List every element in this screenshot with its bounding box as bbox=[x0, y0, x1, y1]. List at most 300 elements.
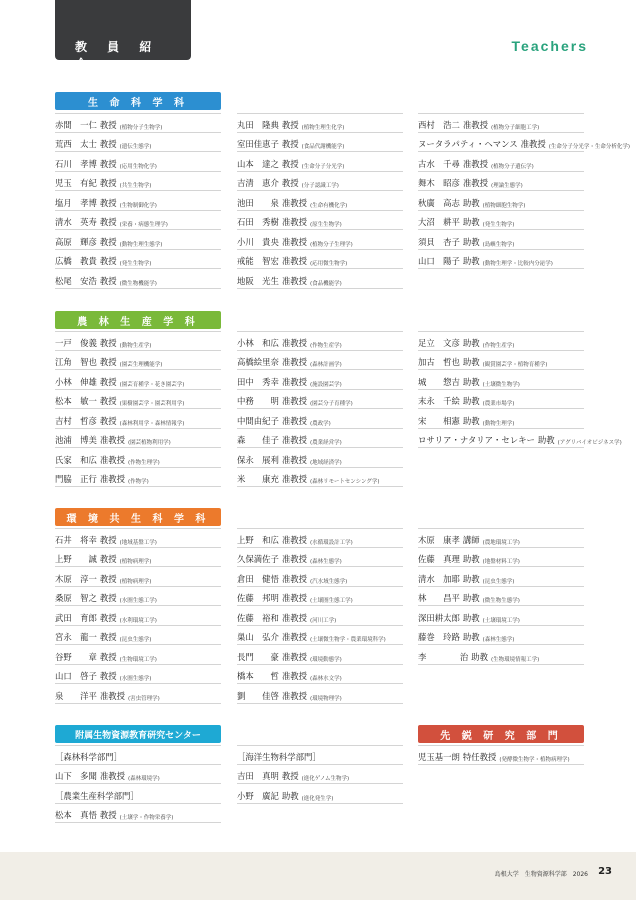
faculty-name: 上野 誠 bbox=[55, 554, 97, 564]
faculty-title: 助教 bbox=[281, 790, 299, 801]
faculty-row bbox=[237, 665, 403, 685]
faculty-name: 上野 和広 bbox=[237, 534, 279, 545]
faculty-row bbox=[55, 172, 221, 192]
faculty-name: 保永 展利 bbox=[237, 454, 279, 465]
faculty-field: (動物生理学) bbox=[482, 420, 515, 427]
section-header-research-center: 附属生物資源教育研究センター bbox=[55, 725, 221, 743]
faculty-field: (農地環境工学) bbox=[482, 539, 520, 546]
faculty-field: (生物制御化学) bbox=[119, 202, 157, 209]
faculty-title: 准教授 bbox=[520, 139, 546, 149]
faculty-column bbox=[55, 528, 221, 704]
faculty-title: 准教授 bbox=[281, 573, 307, 584]
faculty-name: 江角 智也 bbox=[55, 357, 97, 367]
faculty-field: (土壌圏生態工学) bbox=[310, 598, 353, 604]
faculty-row bbox=[418, 645, 584, 665]
faculty-field: (応用生物化学) bbox=[119, 163, 157, 170]
faculty-field: (生物環境情報工学) bbox=[491, 656, 540, 663]
faculty-title: 教授 bbox=[99, 178, 117, 188]
faculty-row bbox=[237, 606, 403, 626]
faculty-field: (植物生理生化学) bbox=[301, 124, 345, 131]
faculty-name: 深田耕太郎 bbox=[418, 612, 460, 623]
faculty-field: (観賞園芸学・植物育種学) bbox=[482, 362, 548, 368]
faculty-row bbox=[55, 429, 221, 449]
faculty-name: 長門 豪 bbox=[237, 651, 279, 662]
faculty-row bbox=[237, 133, 403, 153]
faculty-field: (作物生産学) bbox=[482, 342, 515, 349]
faculty-field: (土壌微生物学) bbox=[482, 381, 520, 388]
faculty-name: 古水 千尋 bbox=[418, 158, 460, 169]
faculty-name: 池浦 博美 bbox=[55, 435, 97, 445]
faculty-title: 准教授 bbox=[281, 337, 307, 348]
section-header-advanced-research: 先 鋭 研 究 部 門 bbox=[418, 725, 584, 743]
faculty-column bbox=[55, 331, 221, 487]
faculty-row bbox=[237, 351, 403, 371]
faculty-row bbox=[237, 548, 403, 568]
faculty-title: 教授 bbox=[281, 158, 299, 169]
faculty-column bbox=[237, 528, 403, 704]
faculty-name: 松尾 安浩 bbox=[55, 275, 97, 286]
faculty-title: 准教授 bbox=[281, 534, 307, 545]
faculty-name: 一戸 俊義 bbox=[55, 337, 97, 348]
faculty-name: 石井 将幸 bbox=[55, 534, 97, 545]
faculty-name: 林 昌平 bbox=[418, 593, 460, 603]
faculty-row bbox=[237, 567, 403, 587]
faculty-field: (作物生理学) bbox=[128, 459, 160, 466]
faculty-row bbox=[55, 468, 221, 488]
faculty-field: (応用微生物学) bbox=[310, 261, 348, 267]
faculty-column bbox=[418, 528, 584, 665]
faculty-name: 清水 英寿 bbox=[55, 217, 97, 227]
faculty-field: (水循環設計工学) bbox=[310, 539, 353, 546]
faculty-name: 荒西 太士 bbox=[55, 139, 97, 149]
division-heading-label: ［森林科学部門］ bbox=[55, 751, 122, 762]
faculty-row bbox=[418, 390, 584, 410]
faculty-name: ロサリア・ナタリア・セレキー bbox=[418, 435, 535, 445]
division-heading bbox=[237, 745, 403, 765]
faculty-row bbox=[55, 113, 221, 133]
faculty-field: (発酵微生物学・植物病理学) bbox=[499, 756, 570, 763]
faculty-field: (森林水文学) bbox=[310, 676, 342, 682]
page-title: 教 員 紹 介 bbox=[75, 40, 160, 71]
faculty-name: 石田 秀樹 bbox=[237, 217, 279, 227]
faculty-name: 地阪 光生 bbox=[237, 275, 279, 286]
faculty-field: (遺伝生態学) bbox=[119, 144, 152, 150]
faculty-row bbox=[237, 113, 403, 133]
faculty-title: 助教 bbox=[462, 632, 480, 642]
faculty-field: (害虫管理学) bbox=[128, 695, 160, 702]
faculty-field: (植物分子遺伝学) bbox=[491, 163, 534, 170]
faculty-field: (理論生態学) bbox=[491, 183, 523, 189]
faculty-name: 室田佳恵子 bbox=[237, 139, 279, 149]
faculty-row bbox=[237, 390, 403, 410]
faculty-name: 須貝 杏子 bbox=[418, 236, 460, 247]
faculty-title: 助教 bbox=[462, 396, 480, 406]
faculty-name: 足立 文彦 bbox=[418, 337, 460, 348]
faculty-title: 教授 bbox=[99, 337, 117, 348]
faculty-field: (施設園芸学) bbox=[310, 381, 342, 388]
faculty-name: 広橋 教貴 bbox=[55, 256, 97, 266]
faculty-row bbox=[418, 567, 584, 587]
faculty-title: 准教授 bbox=[281, 256, 307, 266]
faculty-field: (土壌学・作物栄養学) bbox=[119, 815, 174, 821]
faculty-column bbox=[237, 113, 403, 289]
faculty-field: (昆虫生態学) bbox=[482, 578, 515, 585]
faculty-field: (農業経営学) bbox=[310, 440, 342, 446]
faculty-field: (地域経済学) bbox=[310, 459, 342, 466]
center-column bbox=[237, 745, 403, 804]
faculty-row bbox=[418, 331, 584, 351]
faculty-title: 准教授 bbox=[281, 632, 307, 642]
faculty-field: (農政学) bbox=[310, 420, 331, 427]
faculty-field: (森林生態学) bbox=[310, 559, 342, 565]
faculty-field: (森林計画学) bbox=[310, 362, 342, 368]
faculty-name: 城 惣吉 bbox=[418, 376, 460, 387]
faculty-name: 児玉基一朗 bbox=[418, 751, 460, 762]
faculty-name: 久保満佐子 bbox=[237, 554, 279, 564]
faculty-row bbox=[55, 684, 221, 704]
faculty-row bbox=[55, 152, 221, 172]
faculty-field: (植物分子細胞工学) bbox=[491, 124, 540, 131]
faculty-field: (発生生物学) bbox=[482, 222, 515, 228]
faculty-name: 田中 秀幸 bbox=[237, 376, 279, 387]
faculty-title: 助教 bbox=[462, 256, 480, 266]
faculty-field: (土壌環境工学) bbox=[482, 617, 520, 624]
faculty-column bbox=[237, 331, 403, 487]
faculty-name: 巣山 弘介 bbox=[237, 632, 279, 642]
faculty-row bbox=[55, 269, 221, 289]
faculty-title: 教授 bbox=[99, 671, 117, 681]
faculty-field: (作物学) bbox=[128, 479, 149, 485]
faculty-field: (地盤材料工学) bbox=[482, 559, 520, 565]
faculty-field: (微生物生態学) bbox=[482, 598, 520, 604]
faculty-name: 谷野 章 bbox=[55, 651, 97, 662]
faculty-name: 山下 多聞 bbox=[55, 771, 97, 781]
faculty-title: 准教授 bbox=[281, 651, 307, 662]
faculty-title: 教授 bbox=[281, 119, 299, 130]
faculty-name: 松本 敏一 bbox=[55, 396, 97, 406]
faculty-title: 准教授 bbox=[281, 415, 307, 426]
faculty-name: 加古 哲也 bbox=[418, 357, 460, 367]
faculty-name: 藤巻 玲路 bbox=[418, 632, 460, 642]
faculty-title: 講師 bbox=[462, 534, 480, 545]
faculty-row bbox=[55, 230, 221, 250]
faculty-name: 池田 泉 bbox=[237, 197, 279, 208]
faculty-name: 佐藤 裕和 bbox=[237, 612, 279, 623]
faculty-name: 倉田 健悟 bbox=[237, 573, 279, 584]
faculty-row bbox=[237, 765, 403, 785]
faculty-row bbox=[237, 230, 403, 250]
faculty-row bbox=[237, 250, 403, 270]
faculty-name: 宋 相憲 bbox=[418, 415, 460, 426]
faculty-row bbox=[237, 448, 403, 468]
faculty-field: (河川工学) bbox=[310, 617, 337, 624]
faculty-field: (水圏生態学) bbox=[119, 676, 152, 682]
faculty-title: 教授 bbox=[99, 236, 117, 247]
division-heading bbox=[55, 745, 221, 765]
faculty-field: (園芸分子育種学) bbox=[310, 401, 353, 407]
faculty-row bbox=[55, 351, 221, 371]
faculty-field: (水圏生態工学) bbox=[119, 598, 157, 604]
section-header-environment: 環 境 共 生 科 学 科 bbox=[55, 508, 221, 526]
section-header-agri-forest: 農 林 生 産 学 科 bbox=[55, 311, 221, 329]
faculty-title: 教授 bbox=[99, 612, 117, 623]
faculty-name: 泉 洋平 bbox=[55, 690, 97, 701]
faculty-field: (共生生物学) bbox=[119, 183, 152, 189]
faculty-title: 教授 bbox=[99, 593, 117, 603]
faculty-name: 李 治 bbox=[418, 651, 469, 662]
footer-text: 島根大学 生物資源科学部 2026 bbox=[494, 871, 588, 878]
faculty-row bbox=[237, 191, 403, 211]
faculty-name: 氏家 和広 bbox=[55, 454, 97, 465]
faculty-name: 末永 千絵 bbox=[418, 396, 460, 406]
faculty-field: (植物細胞生物学) bbox=[482, 202, 526, 209]
section-title-bar bbox=[55, 0, 191, 71]
faculty-row bbox=[418, 152, 584, 172]
faculty-row bbox=[418, 626, 584, 646]
faculty-row bbox=[237, 468, 403, 488]
faculty-title: 教授 bbox=[281, 139, 299, 149]
faculty-field: (植物分子生物学) bbox=[119, 124, 163, 131]
faculty-field: (発生生物学) bbox=[119, 261, 152, 267]
faculty-row bbox=[418, 191, 584, 211]
faculty-title: 助教 bbox=[462, 612, 480, 623]
faculty-title: 准教授 bbox=[462, 119, 488, 130]
faculty-name: 森 佳子 bbox=[237, 435, 279, 445]
faculty-title: 教授 bbox=[99, 217, 117, 227]
faculty-row bbox=[55, 567, 221, 587]
faculty-field: (動物生理学・比較内分泌学) bbox=[482, 261, 553, 267]
faculty-field: (地域基盤工学) bbox=[119, 539, 157, 546]
faculty-title: 助教 bbox=[471, 651, 488, 662]
faculty-title: 助教 bbox=[462, 197, 480, 208]
faculty-field: (動物生理生態学) bbox=[119, 241, 163, 248]
faculty-field: (生命分子分光学・生命分析化学) bbox=[548, 144, 630, 150]
faculty-title: 准教授 bbox=[99, 454, 125, 465]
english-heading: Teachers bbox=[511, 38, 588, 54]
faculty-field: (分子認識工学) bbox=[301, 183, 339, 189]
faculty-row bbox=[418, 745, 584, 765]
faculty-row bbox=[418, 429, 622, 449]
faculty-title: 教授 bbox=[99, 534, 117, 545]
faculty-title: 助教 bbox=[462, 236, 480, 247]
faculty-row bbox=[237, 211, 403, 231]
faculty-row bbox=[418, 587, 584, 607]
faculty-title: 教授 bbox=[281, 178, 299, 188]
faculty-title: 教授 bbox=[99, 357, 117, 367]
faculty-title: 教授 bbox=[99, 139, 117, 149]
faculty-field: (食品代謝機能学) bbox=[301, 144, 345, 150]
faculty-title: 助教 bbox=[537, 435, 555, 445]
faculty-name: 高橋絵里奈 bbox=[237, 357, 279, 367]
faculty-title: 教授 bbox=[99, 651, 117, 662]
faculty-name: 大沼 耕平 bbox=[418, 217, 460, 227]
faculty-row bbox=[237, 152, 403, 172]
center-column bbox=[55, 745, 221, 823]
faculty-name: 山口 啓子 bbox=[55, 671, 97, 681]
faculty-title: 助教 bbox=[462, 376, 480, 387]
faculty-title: 准教授 bbox=[99, 435, 125, 445]
faculty-row bbox=[418, 211, 584, 231]
faculty-name: 清水 加耶 bbox=[418, 573, 460, 584]
faculty-name: 松本 真悟 bbox=[55, 810, 97, 820]
faculty-row bbox=[237, 587, 403, 607]
faculty-row bbox=[237, 784, 403, 804]
faculty-title: 准教授 bbox=[462, 158, 488, 169]
faculty-field: (環境物理学) bbox=[310, 695, 342, 702]
faculty-title: 助教 bbox=[462, 573, 480, 584]
faculty-row bbox=[55, 528, 221, 548]
faculty-title: 助教 bbox=[462, 415, 480, 426]
faculty-row bbox=[55, 645, 221, 665]
faculty-row bbox=[55, 548, 221, 568]
faculty-row bbox=[55, 587, 221, 607]
faculty-field: (園芸植物利用学) bbox=[128, 440, 171, 446]
faculty-row bbox=[418, 409, 584, 429]
faculty-title: 特任教授 bbox=[462, 751, 497, 762]
division-heading-label: ［海洋生物科学部門］ bbox=[237, 751, 321, 762]
faculty-field: (島嶼生物学) bbox=[482, 241, 515, 248]
faculty-name: 児玉 有紀 bbox=[55, 178, 97, 188]
faculty-name: 木原 淳一 bbox=[55, 573, 97, 584]
faculty-name: 米 康充 bbox=[237, 474, 279, 484]
faculty-name: 舞木 昭彦 bbox=[418, 178, 460, 188]
faculty-column bbox=[418, 113, 630, 269]
faculty-name: 小林 伸雄 bbox=[55, 376, 97, 387]
faculty-field: (植物病理学) bbox=[119, 559, 152, 565]
faculty-title: 准教授 bbox=[281, 593, 307, 603]
faculty-field: (微生物機能学) bbox=[119, 280, 157, 287]
faculty-row bbox=[237, 684, 403, 704]
faculty-field: (生命分子分光学) bbox=[301, 163, 345, 170]
faculty-field: (原生生物学) bbox=[310, 222, 342, 228]
faculty-title: 准教授 bbox=[281, 236, 307, 247]
faculty-title: 准教授 bbox=[281, 612, 307, 623]
faculty-name: 佐藤 真理 bbox=[418, 554, 460, 564]
faculty-row bbox=[237, 528, 403, 548]
faculty-row bbox=[55, 606, 221, 626]
faculty-name: 赤間 一仁 bbox=[55, 119, 97, 130]
faculty-name: 丸田 隆典 bbox=[237, 119, 279, 130]
faculty-field: (汽水域生態学) bbox=[310, 578, 348, 585]
faculty-row bbox=[55, 765, 221, 785]
faculty-row bbox=[237, 409, 403, 429]
faculty-name: 桑原 智之 bbox=[55, 593, 97, 603]
faculty-title: 教授 bbox=[99, 376, 117, 387]
faculty-field: (栄養・病態生理学) bbox=[119, 222, 168, 228]
division-heading bbox=[55, 784, 221, 804]
faculty-title: 准教授 bbox=[281, 396, 307, 406]
faculty-name: 小川 貴央 bbox=[237, 236, 279, 247]
faculty-field: (生命有機化学) bbox=[310, 202, 348, 209]
faculty-name: 小林 和広 bbox=[237, 337, 279, 348]
faculty-row bbox=[418, 133, 630, 153]
faculty-field: (進化発生学) bbox=[301, 795, 334, 802]
faculty-field: (水利環境工学) bbox=[119, 617, 157, 624]
division-heading-label: ［農業生産科学部門］ bbox=[55, 790, 139, 801]
faculty-title: 助教 bbox=[462, 593, 480, 603]
faculty-row bbox=[237, 645, 403, 665]
faculty-title: 准教授 bbox=[99, 771, 125, 781]
faculty-name: 塩月 孝博 bbox=[55, 197, 97, 208]
faculty-title: 准教授 bbox=[281, 554, 307, 564]
faculty-name: 吉田 真明 bbox=[237, 771, 279, 781]
faculty-row bbox=[237, 370, 403, 390]
faculty-row bbox=[55, 331, 221, 351]
faculty-name: 木原 康孝 bbox=[418, 534, 460, 545]
faculty-field: (動物生産学) bbox=[119, 342, 152, 349]
faculty-title: 准教授 bbox=[281, 690, 307, 701]
faculty-name: 橋本 哲 bbox=[237, 671, 279, 681]
faculty-field: (植物分子生理学) bbox=[310, 241, 353, 248]
faculty-row bbox=[55, 665, 221, 685]
faculty-title: 教授 bbox=[99, 158, 117, 169]
faculty-row bbox=[418, 250, 584, 270]
faculty-title: 教授 bbox=[99, 396, 117, 406]
faculty-field: (森林環境学) bbox=[128, 776, 160, 782]
faculty-row bbox=[55, 191, 221, 211]
faculty-title: 准教授 bbox=[99, 690, 125, 701]
faculty-field: (アグリバイオビジネス学) bbox=[557, 440, 622, 446]
faculty-row bbox=[418, 113, 584, 133]
faculty-row bbox=[55, 626, 221, 646]
faculty-field: (園芸育種学・花き園芸学) bbox=[119, 381, 185, 388]
faculty-field: (進化ゲノム生物学) bbox=[301, 776, 350, 782]
faculty-name: 高原 輝彦 bbox=[55, 236, 97, 247]
faculty-title: 准教授 bbox=[99, 474, 125, 484]
faculty-title: 教授 bbox=[99, 415, 117, 426]
faculty-field: (植物病理学) bbox=[119, 578, 152, 585]
faculty-name: 西村 浩二 bbox=[418, 119, 460, 130]
faculty-name: 門脇 正行 bbox=[55, 474, 97, 484]
faculty-name: 劉 佳啓 bbox=[237, 690, 279, 701]
faculty-row bbox=[418, 606, 584, 626]
faculty-field: (作物生産学) bbox=[310, 342, 342, 349]
faculty-title: 助教 bbox=[462, 217, 480, 227]
faculty-title: 准教授 bbox=[281, 275, 307, 286]
faculty-title: 教授 bbox=[281, 771, 299, 781]
faculty-title: 助教 bbox=[462, 554, 480, 564]
faculty-row bbox=[55, 211, 221, 231]
faculty-title: 教授 bbox=[99, 554, 117, 564]
faculty-field: (食品機能学) bbox=[310, 280, 342, 287]
faculty-name: 佐藤 邦明 bbox=[237, 593, 279, 603]
faculty-name: 宮永 龍一 bbox=[55, 632, 97, 642]
faculty-title: 准教授 bbox=[281, 435, 307, 445]
faculty-name: 戒能 智宏 bbox=[237, 256, 279, 266]
page-number: 23 bbox=[598, 866, 612, 877]
faculty-row bbox=[237, 331, 403, 351]
faculty-title: 教授 bbox=[99, 275, 117, 286]
faculty-column bbox=[55, 113, 221, 289]
faculty-name: 吉清 恵介 bbox=[237, 178, 279, 188]
faculty-row bbox=[237, 172, 403, 192]
faculty-field: (果樹園芸学・園芸利用学) bbox=[119, 401, 185, 407]
faculty-title: 助教 bbox=[462, 357, 480, 367]
faculty-title: 准教授 bbox=[281, 454, 307, 465]
faculty-field: (園芸生理機能学) bbox=[119, 362, 163, 368]
faculty-row bbox=[237, 626, 403, 646]
faculty-title: 助教 bbox=[462, 337, 480, 348]
faculty-field: (森林利用学・森林情報学) bbox=[119, 420, 185, 427]
faculty-field: (昆虫生態学) bbox=[119, 637, 152, 643]
faculty-row bbox=[55, 250, 221, 270]
faculty-name: 小野 廣記 bbox=[237, 790, 279, 801]
faculty-field: (生物環境工学) bbox=[119, 656, 157, 663]
faculty-field: (農業市場学) bbox=[482, 401, 515, 407]
faculty-title: 教授 bbox=[99, 256, 117, 266]
faculty-name: 吉村 哲彦 bbox=[55, 415, 97, 426]
faculty-title: 教授 bbox=[99, 810, 117, 820]
